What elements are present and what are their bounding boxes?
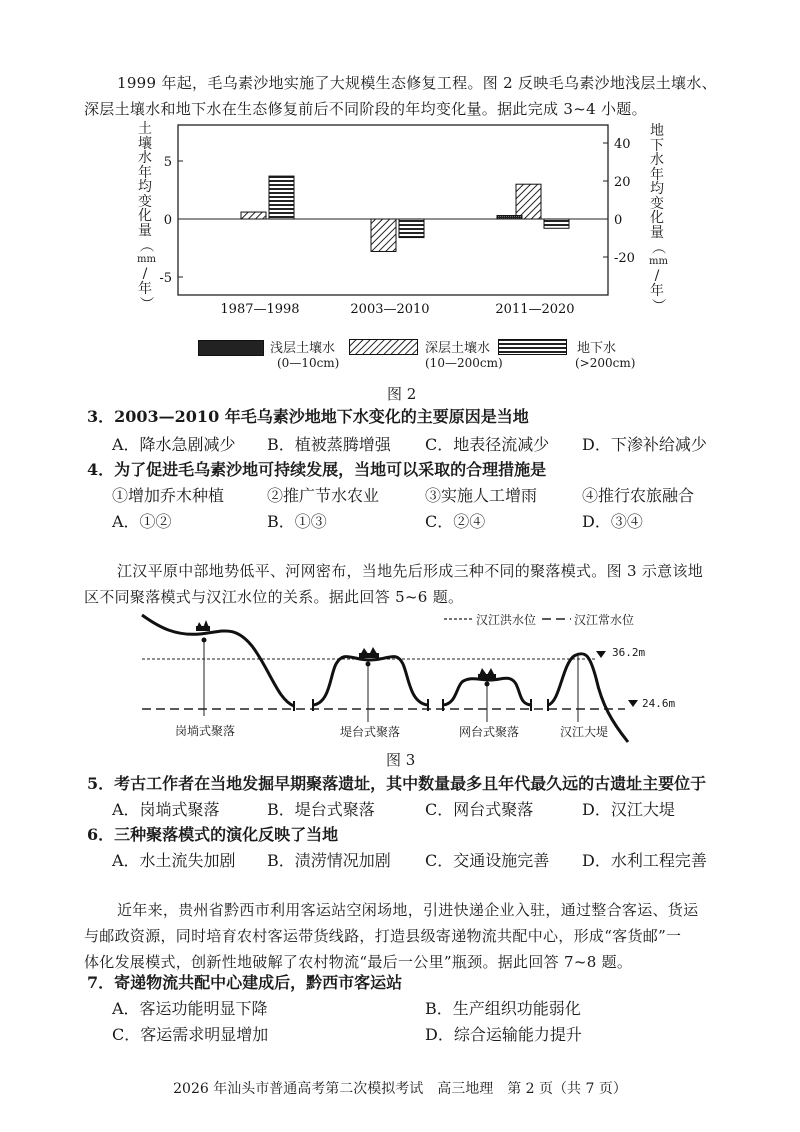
- label-levee: 汉江大堤: [560, 725, 609, 739]
- right-tick-label: -20: [614, 251, 635, 266]
- axis-label-char: 年: [138, 164, 152, 181]
- terrain-gangtang: [142, 615, 294, 706]
- bar-deep-soil: [516, 184, 541, 219]
- plot-frame: [178, 125, 608, 295]
- axis-label-char: /: [142, 266, 148, 282]
- q5-option-c[interactable]: C．网台式聚落: [425, 800, 534, 819]
- q4-stem: 4．为了促进毛乌素沙地可持续发展，当地可以采取的合理措施是: [87, 460, 547, 479]
- legend-deep-range: (10—200cm): [425, 356, 503, 370]
- q4-item-2: ②推广节水农业: [267, 486, 380, 505]
- intro1-line1: 1999 年起，毛乌素沙地实施了大规模生态修复工程。图 2 反映毛乌素沙地浅层土壤水、: [117, 74, 717, 92]
- axis-label-char: 变: [138, 193, 152, 210]
- legend-ground-name: 地下水: [577, 341, 617, 356]
- q6-option-c[interactable]: C．交通设施完善: [425, 851, 550, 870]
- q6-stem: 6．三种聚落模式的演化反映了当地: [87, 825, 339, 844]
- axis-label-char: 均: [138, 179, 152, 195]
- q3-option-d[interactable]: D．下渗补给减少: [582, 435, 707, 454]
- q5-option-d[interactable]: D．汉江大堤: [582, 800, 675, 819]
- axis-label-char: /: [654, 268, 660, 284]
- axis-label-char: mm: [137, 253, 156, 265]
- pointer-dot: [485, 682, 490, 687]
- axis-label-char: 地: [650, 123, 664, 139]
- axis-label-char: 均: [650, 181, 664, 197]
- q4-option-b[interactable]: B．①③: [267, 512, 327, 531]
- level-marker-low: [628, 700, 638, 707]
- q5-stem: 5．考古工作者在当地发掘早期聚落遗址，其中数量最多且年代最久远的古遗址主要位于: [87, 774, 707, 793]
- axis-label-char: 量: [650, 224, 664, 241]
- q4-option-a[interactable]: A．①②: [112, 512, 172, 531]
- legend-shallow-name: 浅层土壤水: [270, 341, 336, 356]
- axis-label-char: 土: [138, 121, 152, 137]
- left-tick-label: -5: [159, 271, 172, 286]
- legend-ground-range: (>200cm): [575, 356, 636, 370]
- q3-option-b[interactable]: B．植被蒸腾增强: [267, 435, 391, 454]
- level-low-label: 24.6m: [642, 697, 676, 710]
- house-icon: [359, 647, 379, 658]
- terrain-ditai: [313, 657, 428, 705]
- axis-label-char: 水: [138, 150, 152, 166]
- level-marker-high: [596, 651, 606, 658]
- legend-flood-label: 汉江洪水位: [476, 613, 537, 627]
- figure-2-caption: 图 2: [387, 385, 417, 403]
- axis-label-char: 变: [650, 195, 664, 212]
- q7-option-b[interactable]: B．生产组织功能弱化: [425, 999, 581, 1018]
- legend-swatch-shallow: [198, 340, 264, 356]
- bar-shallow-soil: [497, 216, 522, 219]
- intro2-line1: 江汉平原中部地势低平、河网密布，当地先后形成三种不同的聚落模式。图 3 示意该地: [117, 562, 704, 580]
- axis-label-char: 年: [138, 280, 152, 297]
- pointer-dot: [202, 638, 207, 643]
- left-axis-label: [137, 121, 156, 311]
- axis-label-char: ）: [137, 296, 154, 311]
- q3-option-a[interactable]: A．降水急剧减少: [112, 435, 236, 454]
- category-label: 2011—2020: [495, 302, 575, 317]
- left-tick-label: 5: [163, 155, 172, 170]
- axis-label-char: （: [137, 238, 154, 253]
- q4-option-d[interactable]: D．③④: [582, 512, 643, 531]
- q4-item-4: ④推行农旅融合: [582, 486, 695, 505]
- q7-option-a[interactable]: A．客运功能明显下降: [112, 999, 268, 1018]
- label-ditai: 堤台式聚落: [340, 725, 401, 739]
- intro3-line1: 近年来，贵州省黔西市利用客运站空闲场地，引进快递企业入驻，通过整合客运、货运: [117, 901, 699, 919]
- house-icon: [196, 620, 210, 631]
- q5-option-b[interactable]: B．堤台式聚落: [267, 800, 375, 819]
- q5-option-a[interactable]: A．岗埫式聚落: [112, 800, 220, 819]
- axis-label-char: 年: [650, 166, 664, 183]
- legend-normal-label: 汉江常水位: [574, 613, 635, 627]
- q4-item-1: ①增加乔木种植: [112, 486, 225, 505]
- axis-label-char: 年: [650, 282, 664, 299]
- pointer-dot: [366, 662, 371, 667]
- bar-groundwater: [399, 219, 424, 238]
- right-axis-label: [649, 123, 668, 313]
- q6-option-b[interactable]: B．渍涝情况加剧: [267, 851, 391, 870]
- right-tick-label: 40: [614, 137, 631, 152]
- axis-label-char: 化: [138, 208, 152, 224]
- q4-item-3: ③实施人工增雨: [425, 486, 538, 505]
- category-label: 2003—2010: [350, 302, 430, 317]
- q7-option-c[interactable]: C．客运需求明显增加: [112, 1025, 269, 1044]
- q3-option-c[interactable]: C．地表径流减少: [425, 435, 550, 454]
- bar-groundwater: [269, 176, 294, 219]
- axis-label-char: 化: [650, 210, 664, 226]
- axis-label-char: 量: [138, 222, 152, 239]
- category-label: 1987—1998: [220, 302, 300, 317]
- bar-deep-soil: [371, 219, 396, 251]
- right-tick-label: 20: [614, 175, 631, 190]
- q6-option-d[interactable]: D．水利工程完善: [582, 851, 707, 870]
- legend-shallow-range: (0—10cm): [277, 356, 340, 370]
- house-icon: [478, 668, 496, 679]
- level-high-label: 36.2m: [612, 646, 646, 659]
- bar-groundwater: [544, 219, 569, 228]
- q4-option-c[interactable]: C．②④: [425, 512, 486, 531]
- q3-stem: 3．2003—2010 年毛乌素沙地地下水变化的主要原因是当地: [87, 407, 529, 426]
- axis-label-char: （: [649, 240, 666, 255]
- bar-deep-soil: [241, 212, 266, 219]
- intro2-line2: 区不同聚落模式与汉江水位的关系。据此回答 5~6 题。: [84, 588, 464, 606]
- figure-3-caption: 图 3: [386, 751, 416, 769]
- intro3-line2: 与邮政资源，同时培育农村客运带货线路，打造县级寄递物流共配中心，形成“客货邮”一: [84, 927, 682, 945]
- page-footer: 2026 年汕头市普通高考第二次模拟考试 高三地理 第 2 页（共 7 页）: [173, 1081, 627, 1097]
- axis-label-char: 水: [650, 152, 664, 168]
- intro3-line3: 体化发展模式，创新性地破解了农村物流“最后一公里”瓶颈。据此回答 7~8 题。: [84, 953, 633, 971]
- label-wangtai: 网台式聚落: [459, 725, 520, 739]
- legend-swatch-ground: [498, 339, 568, 356]
- q6-option-a[interactable]: A．水土流失加剧: [112, 851, 236, 870]
- axis-label-char: 下: [650, 137, 664, 154]
- right-tick-label: 0: [614, 213, 623, 228]
- axis-label-char: mm: [649, 255, 668, 267]
- legend-deep-name: 深层土壤水: [425, 341, 491, 356]
- q7-stem: 7．寄递物流共配中心建成后，黔西市客运站: [87, 973, 403, 992]
- left-tick-label: 0: [163, 213, 172, 228]
- intro1-line2: 深层土壤水和地下水在生态修复前后不同阶段的年均变化量。据此完成 3~4 小题。: [84, 100, 647, 118]
- label-gangtang: 岗埫式聚落: [175, 724, 236, 738]
- legend-swatch-deep: [349, 339, 419, 356]
- q7-option-d[interactable]: D．综合运输能力提升: [425, 1025, 582, 1044]
- axis-label-char: 壤: [138, 135, 152, 152]
- axis-label-char: ）: [649, 298, 666, 313]
